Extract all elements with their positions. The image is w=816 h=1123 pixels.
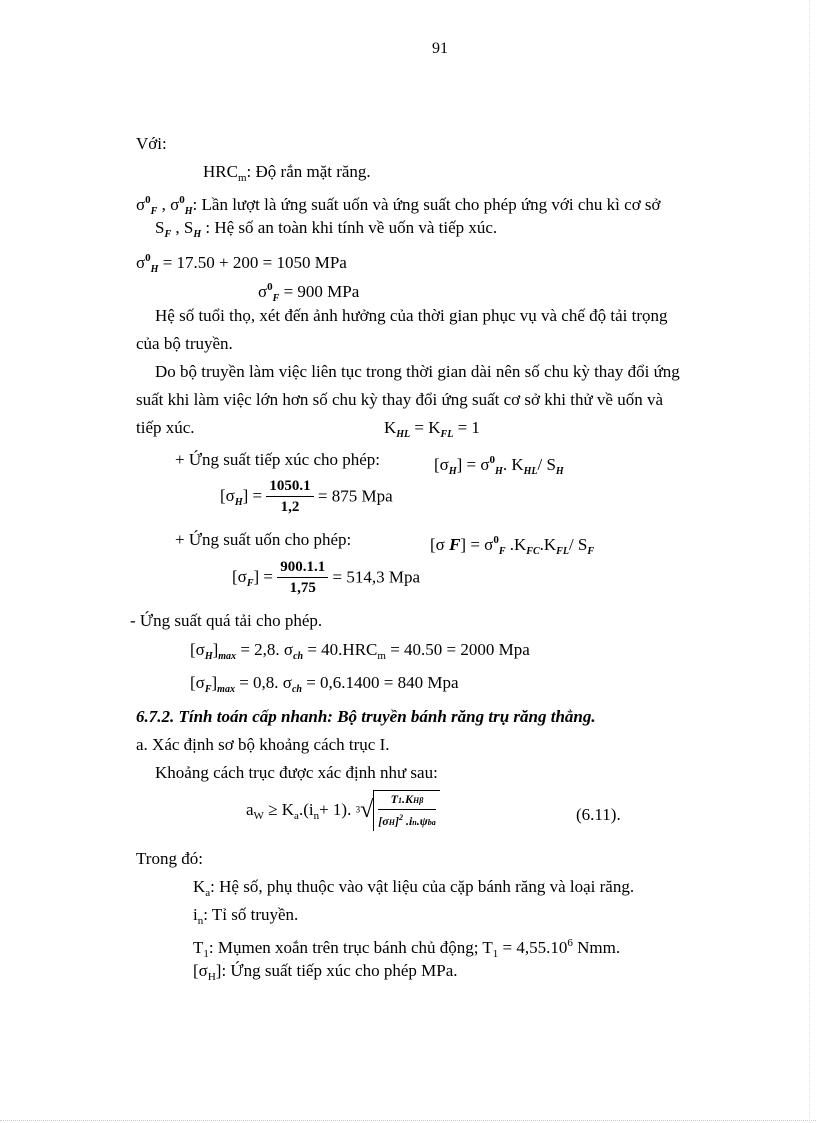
bottom-dotted-border bbox=[0, 1120, 816, 1121]
qua-tai-label: - Ứng suất quá tải cho phép. bbox=[130, 611, 323, 630]
equation-number: (6.11). bbox=[576, 805, 621, 824]
khoang-cach-line: Khoảng cách trục được xác định như sau: bbox=[155, 763, 438, 782]
voi-label: Với: bbox=[136, 134, 167, 153]
page-number: 91 bbox=[432, 40, 448, 57]
us-uon-label: + Ứng suất uốn cho phép: bbox=[175, 530, 352, 549]
xac-dinh-line: a. Xác định sơ bộ khoảng cách trục I. bbox=[136, 735, 390, 754]
us-tiep-xuc-label: + Ứng suất tiếp xúc cho phép: bbox=[175, 450, 381, 469]
do-bo-line-1: Do bộ truyền làm việc liên tục trong thời gian dài nên số chu kỳ thay đổi ứng bbox=[155, 362, 680, 381]
t1-desc: $T_1$: Mụmen xoắn trên trục bánh chủ động; $T_1 = 4,55.10^6$ Nmm. bbox=[193, 937, 621, 960]
sf-line: $S_F$ , $S_H$ : Hệ số an toàn khi tính về uốn và tiếp xúc. bbox=[155, 218, 498, 240]
qua-tai-f: $[\sigma_F]_{max} = 0,8$. $\sigma_{ch} = 0,6.1400 = 840$ Mpa bbox=[190, 673, 459, 695]
sigmaF-eq: $\sigma^0_F = 900$ MPa bbox=[258, 281, 360, 304]
do-bo-line-3: tiếp xúc. bbox=[136, 418, 195, 437]
k-equation: $K_{HL} = K_{FL} = 1$ bbox=[384, 418, 480, 440]
trong-do-label: Trong đó: bbox=[136, 849, 203, 868]
ka-desc: $K_a$: Hệ số, phụ thuộc vào vật liệu của cặp bánh răng và loại răng. bbox=[193, 877, 635, 899]
right-dotted-border bbox=[809, 0, 810, 1123]
in-desc: $i_n$: Tỉ số truyền. bbox=[193, 905, 299, 927]
frac2-line: $[\sigma_F]$ = $\frac{900.1.1}{1,75}$ = 514,3 Mpa bbox=[232, 559, 420, 596]
section-heading: 6.7.2. Tính toán cấp nhanh: Bộ truyền bánh răng trụ răng thẳng. bbox=[136, 707, 596, 726]
do-bo-line-2: suất khi làm việc lớn hơn số chu kỳ thay đổi ứng suất cơ sở khi thử về uốn và bbox=[136, 390, 664, 409]
frac1-line: $[\sigma_H]$ = $\frac{1050.1}{1,2}$ = 875 Mpa bbox=[220, 478, 393, 515]
he-so-line-1: Hệ số tuổi thọ, xét đến ảnh hưởng của thời gian phục vụ và chế độ tải trọng bbox=[155, 306, 668, 325]
he-so-line-2: của bộ truyền. bbox=[136, 334, 233, 353]
sigmaH-eq: $\sigma^0_H = 17.50 + 200 = 1050$ MPa bbox=[136, 252, 347, 275]
sh-desc: $[\sigma_H]$: Ứng suất tiếp xúc cho phép MPa. bbox=[193, 961, 458, 983]
qua-tai-h: $[\sigma_H]_{max} = 2,8$. $\sigma_{ch} = 40.HRC_m = 40.50 = 2000$ Mpa bbox=[190, 640, 530, 662]
hrc-line: $HRC_m$: Độ rắn mặt răng. bbox=[203, 162, 371, 184]
us-tiep-xuc-formula: $[\sigma_H] = \sigma^0_H$. $K_{HL}/$ $S_H$ bbox=[434, 454, 564, 477]
aw-formula: $a_W \ge K_a.(i_n+ 1)$. 3√ $\frac{\text{T1.KHβ}}{[\sigma H]^2 .in.\psi ba}$ bbox=[246, 790, 440, 831]
us-uon-formula: [σ $F] = \sigma^0_F$ $.K_{FC}.K_{FL}/$ $S_F$ bbox=[430, 534, 595, 557]
sigma-line: $\sigma^0_F$ , $\sigma^0_H$: Lần lượt là ứng suất uốn và ứng suất cho phép ứng với chu kì cơ sở bbox=[136, 194, 661, 217]
